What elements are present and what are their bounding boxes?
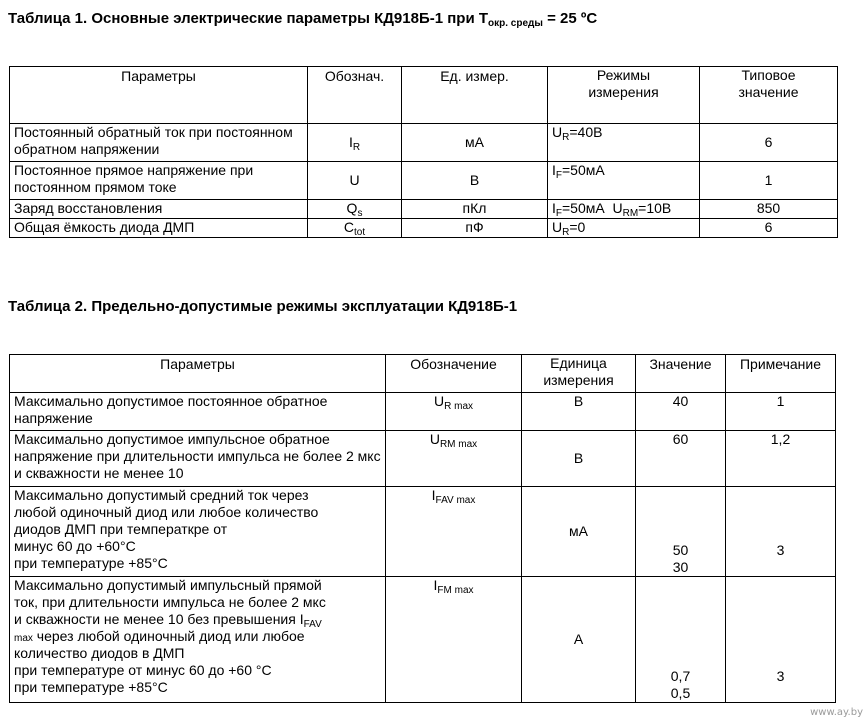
table2-header-unit: Единица измерения — [522, 355, 636, 393]
note-cell: 3 — [726, 577, 836, 703]
unit-cell: мА — [402, 124, 548, 162]
symbol-cell: $U_{R max}$ — [386, 393, 522, 431]
table2-header-value: Значение — [636, 355, 726, 393]
value-cell: 0,7 0,5 — [636, 577, 726, 703]
table1-title: Таблица 1. Основные электрические параметры КД918Б-1 при $T_{окр. среды} = 25$ ºC — [8, 10, 598, 29]
unit-cell: В — [402, 162, 548, 200]
table-row — [10, 577, 836, 703]
symbol-cell: $C_{tot}$ — [308, 219, 402, 238]
param-cell: Постоянное прямое напряжение при постоянном прямом токе — [10, 162, 308, 200]
note-cell: 3 — [726, 487, 836, 577]
unit-cell: мА — [522, 487, 636, 577]
table2 — [9, 354, 836, 703]
value-cell: 1 — [700, 162, 838, 200]
table-row — [10, 393, 836, 431]
mode-cell: $U_R=0$ — [548, 219, 700, 238]
param-cell: Постоянный обратный ток при постоянном обратном напряжении — [10, 124, 308, 162]
watermark: www.ay.by — [810, 707, 863, 718]
symbol-cell: $I_{FM max}$ — [386, 577, 522, 703]
table2-title: Таблица 2. Предельно-допустимые режимы эксплуатации КД918Б-1 — [8, 298, 518, 315]
table1-header-unit: Ед. измер. — [402, 67, 548, 124]
table-row — [10, 200, 838, 219]
table1-header-symbol: Обознач. — [308, 67, 402, 124]
unit-cell: В — [522, 431, 636, 487]
table1-header-row — [10, 67, 838, 124]
table1-header-typical: Типовое значение — [700, 67, 838, 124]
param-cell: Максимально допустимое постоянное обратное напряжение — [10, 393, 386, 431]
symbol-cell: $Q_s$ — [308, 200, 402, 219]
param-cell: Максимально допустимое импульсное обратное напряжение при длительности импульса не более 2 мкс и скважности не менее 10 — [10, 431, 386, 487]
value-cell: 6 — [700, 124, 838, 162]
unit-cell: В — [522, 393, 636, 431]
param-cell: Максимально допустимый импульсный прямой ток, при длительности импульса не более 2 мкс и скважности не менее 10 без превышения $I_{FAV}$ max через любой одиночный диод или любое количество диодов в ДМП при температуре от минус 60 до +60 °С при температуре +85°С — [10, 577, 386, 703]
value-cell: 50 30 — [636, 487, 726, 577]
symbol-cell: $I_R$ — [308, 124, 402, 162]
value-cell: 60 — [636, 431, 726, 487]
mode-cell: $U_R=40В$ — [548, 124, 700, 162]
symbol-cell: $I_{FAV max}$ — [386, 487, 522, 577]
table2-header-params: Параметры — [10, 355, 386, 393]
mode-cell: $I_F=50мА$ $U_{RM}=10В$ — [548, 200, 700, 219]
param-cell: Общая ёмкость диода ДМП — [10, 219, 308, 238]
value-cell: 6 — [700, 219, 838, 238]
table-row — [10, 431, 836, 487]
mode-cell: $I_F=50мА$ — [548, 162, 700, 200]
symbol-cell: $U_{RM max}$ — [386, 431, 522, 487]
table-row — [10, 487, 836, 577]
unit-cell: пКл — [402, 200, 548, 219]
table-row — [10, 162, 838, 200]
param-cell: Заряд восстановления — [10, 200, 308, 219]
table1 — [9, 66, 838, 238]
table1-header-params: Параметры — [10, 67, 308, 124]
note-cell: 1 — [726, 393, 836, 431]
table2-header-note: Примечание — [726, 355, 836, 393]
unit-cell: пФ — [402, 219, 548, 238]
param-cell: Максимально допустимый средний ток через любой одиночный диод или любое количество диодов ДМП при температкре от минус 60 до +60°С при температуре +85°С — [10, 487, 386, 577]
table-row — [10, 219, 838, 238]
value-cell: 850 — [700, 200, 838, 219]
table2-header-symbol: Обозначение — [386, 355, 522, 393]
unit-cell: А — [522, 577, 636, 703]
symbol-cell: U — [308, 162, 402, 200]
value-cell: 40 — [636, 393, 726, 431]
table1-header-mode: Режимы измерения — [548, 67, 700, 124]
table2-header-row — [10, 355, 836, 393]
note-cell: 1,2 — [726, 431, 836, 487]
table-row — [10, 124, 838, 162]
